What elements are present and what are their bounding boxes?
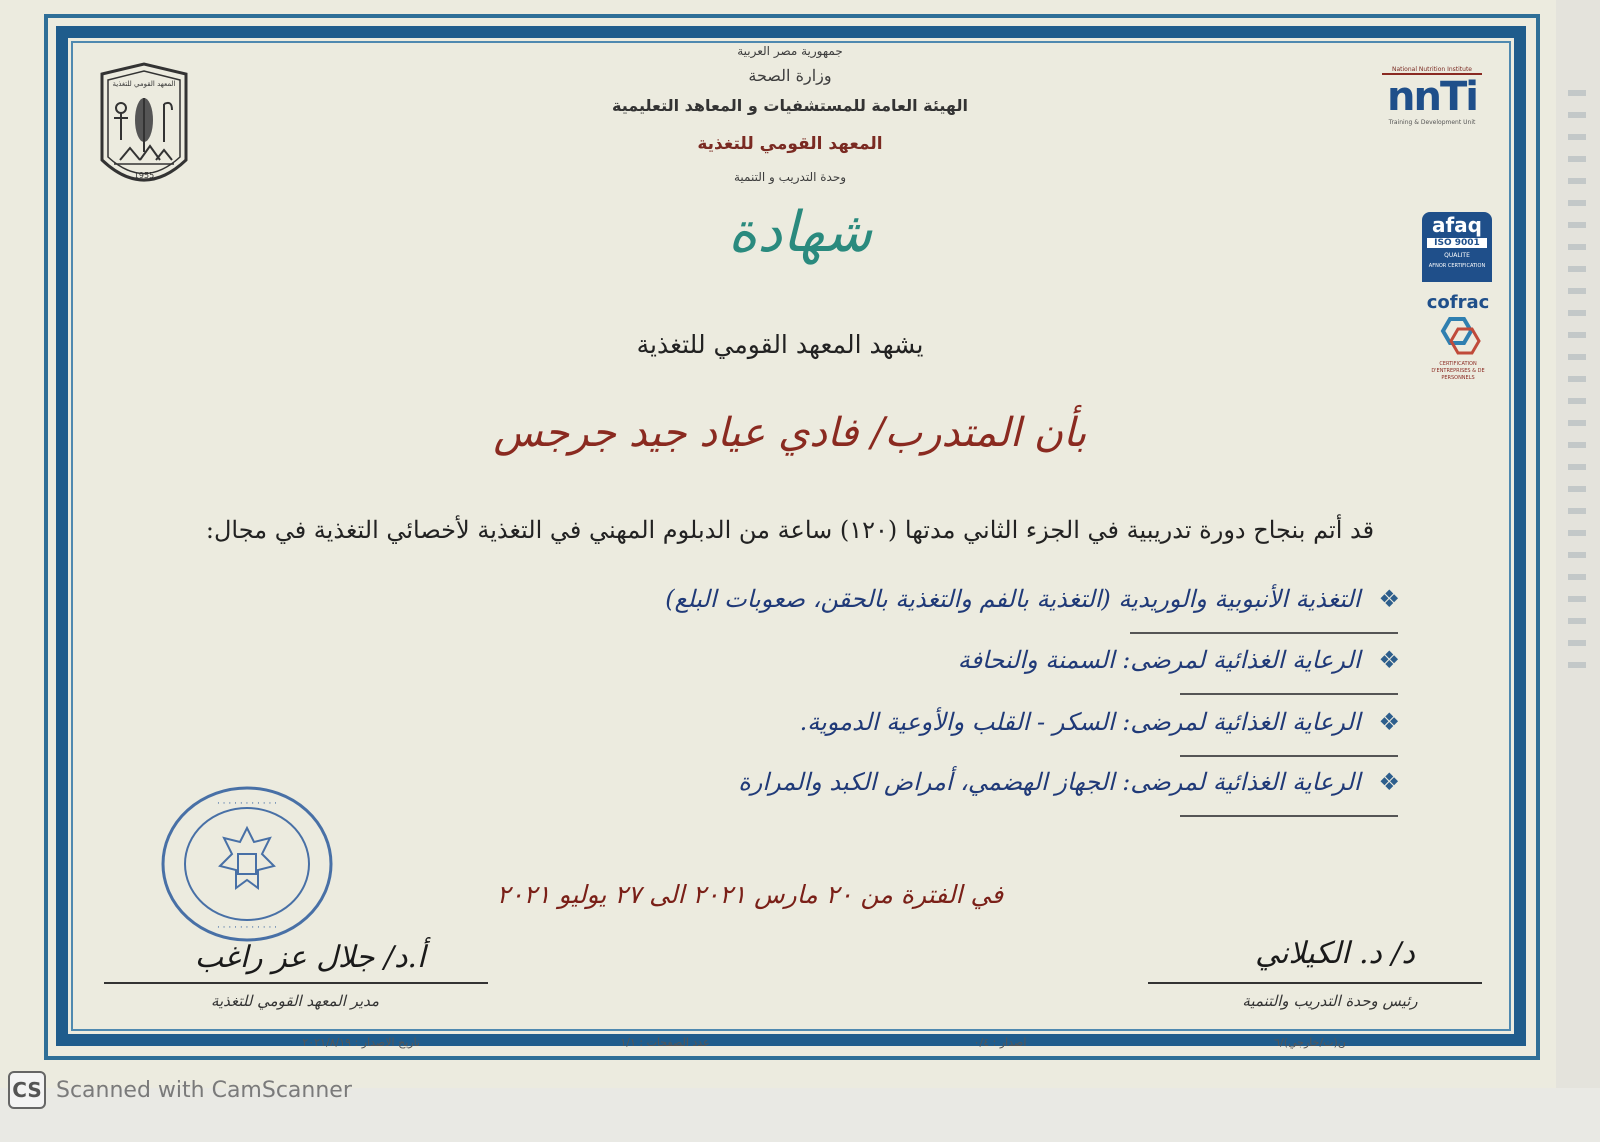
underline — [1130, 632, 1398, 634]
svg-text:1955: 1955 — [133, 171, 155, 180]
header-authority: الهيئة العامة للمستشفيات و المعاهد التعليمية — [612, 96, 968, 115]
header-country: جمهورية مصر العربية — [737, 44, 843, 58]
list-item: ❖الرعاية الغذائية لمرضى: الجهاز الهضمي، أمراض الكبد والمرارة — [738, 768, 1400, 796]
header-institute: المعهد القومي للتغذية — [697, 134, 883, 154]
certificate-title: شهادة — [727, 200, 873, 265]
svg-text:· · · · · · · · · · ·: · · · · · · · · · · · — [216, 923, 278, 933]
header-ministry: وزارة الصحة — [748, 66, 832, 85]
left-signature-line — [104, 982, 488, 984]
left-signature-caption: مدير المعهد القومي للتغذية — [210, 992, 380, 1010]
diamond-bullet-icon: ❖ — [1378, 585, 1400, 613]
camscanner-logo: CS — [8, 1071, 46, 1109]
cofrac-hexagon-icon — [1420, 313, 1496, 357]
scan-edge-strip — [1556, 0, 1600, 1088]
list-item: ❖الرعاية الغذائية لمرضى: السمنة والنحافة — [957, 646, 1400, 674]
footer-version: اصدار : ٠/٤ — [973, 1036, 1027, 1049]
footer-page-count: عدد الصفحات : ١/١ — [620, 1036, 710, 1049]
course-description: قد أتم بنجاح دورة تدريبية في الجزء الثاني مدتها (١٢٠) ساعة من الدبلوم المهني في التغذية لأخصائي التغذية في مجال: — [205, 516, 1375, 544]
underline — [1180, 693, 1398, 695]
nnti-logo: National Nutrition Institute nnTi Training & Development Unit — [1382, 66, 1482, 136]
institute-emblem-icon — [94, 60, 194, 196]
footer-issue-date: تاريخ الاصدار : ٢٠٢١/٨/١٩ — [302, 1036, 420, 1049]
afaq-iso-logo: afaq ISO 9001 QUALITE AFNOR CERTIFICATION — [1422, 212, 1492, 282]
svg-text:· · · · · · · · · · ·: · · · · · · · · · · · — [216, 799, 278, 809]
diamond-bullet-icon: ❖ — [1378, 646, 1400, 674]
official-stamp-icon — [158, 784, 336, 944]
list-item: ❖الرعاية الغذائية لمرضى: السكر - القلب والأوعية الدموية. — [799, 708, 1400, 736]
footer-doc-code: ن(ت/خارجي)/٦ — [1274, 1036, 1346, 1049]
right-signature-caption: رئيس وحدة التدريب والتنمية — [1242, 992, 1418, 1010]
camscanner-text: Scanned with CamScanner — [56, 1077, 352, 1103]
camscanner-watermark — [8, 1068, 352, 1112]
right-signature-line — [1148, 982, 1482, 984]
header-unit: وحدة التدريب و التنمية — [733, 170, 847, 184]
cofrac-logo: cofrac CERTIFICATION D'ENTREPRISES & DE PERSONNELS — [1420, 292, 1496, 392]
underline — [1180, 755, 1398, 757]
diamond-bullet-icon: ❖ — [1378, 708, 1400, 736]
right-signature: د/ د. الكيلاني — [1255, 936, 1415, 971]
trainee-name: بأن المتدرب/ فادي عياد جيد جرجس — [493, 410, 1087, 456]
list-item: ❖التغذية الأنبوبية والوريدية (التغذية بالفم والتغذية بالحقن، صعوبات البلع) — [665, 585, 1400, 613]
attestation-line: يشهد المعهد القومي للتغذية — [636, 330, 924, 359]
underline — [1180, 815, 1398, 817]
left-signature: أ.د/ جلال عز راغب — [194, 940, 426, 975]
svg-text:المعهد القومي للتغذية: المعهد القومي للتغذية — [112, 80, 176, 88]
course-period: في الفترة من ٢٠ مارس ٢٠٢١ الى ٢٧ يوليو ٢٠٢١ — [496, 880, 1004, 909]
diamond-bullet-icon: ❖ — [1378, 768, 1400, 796]
